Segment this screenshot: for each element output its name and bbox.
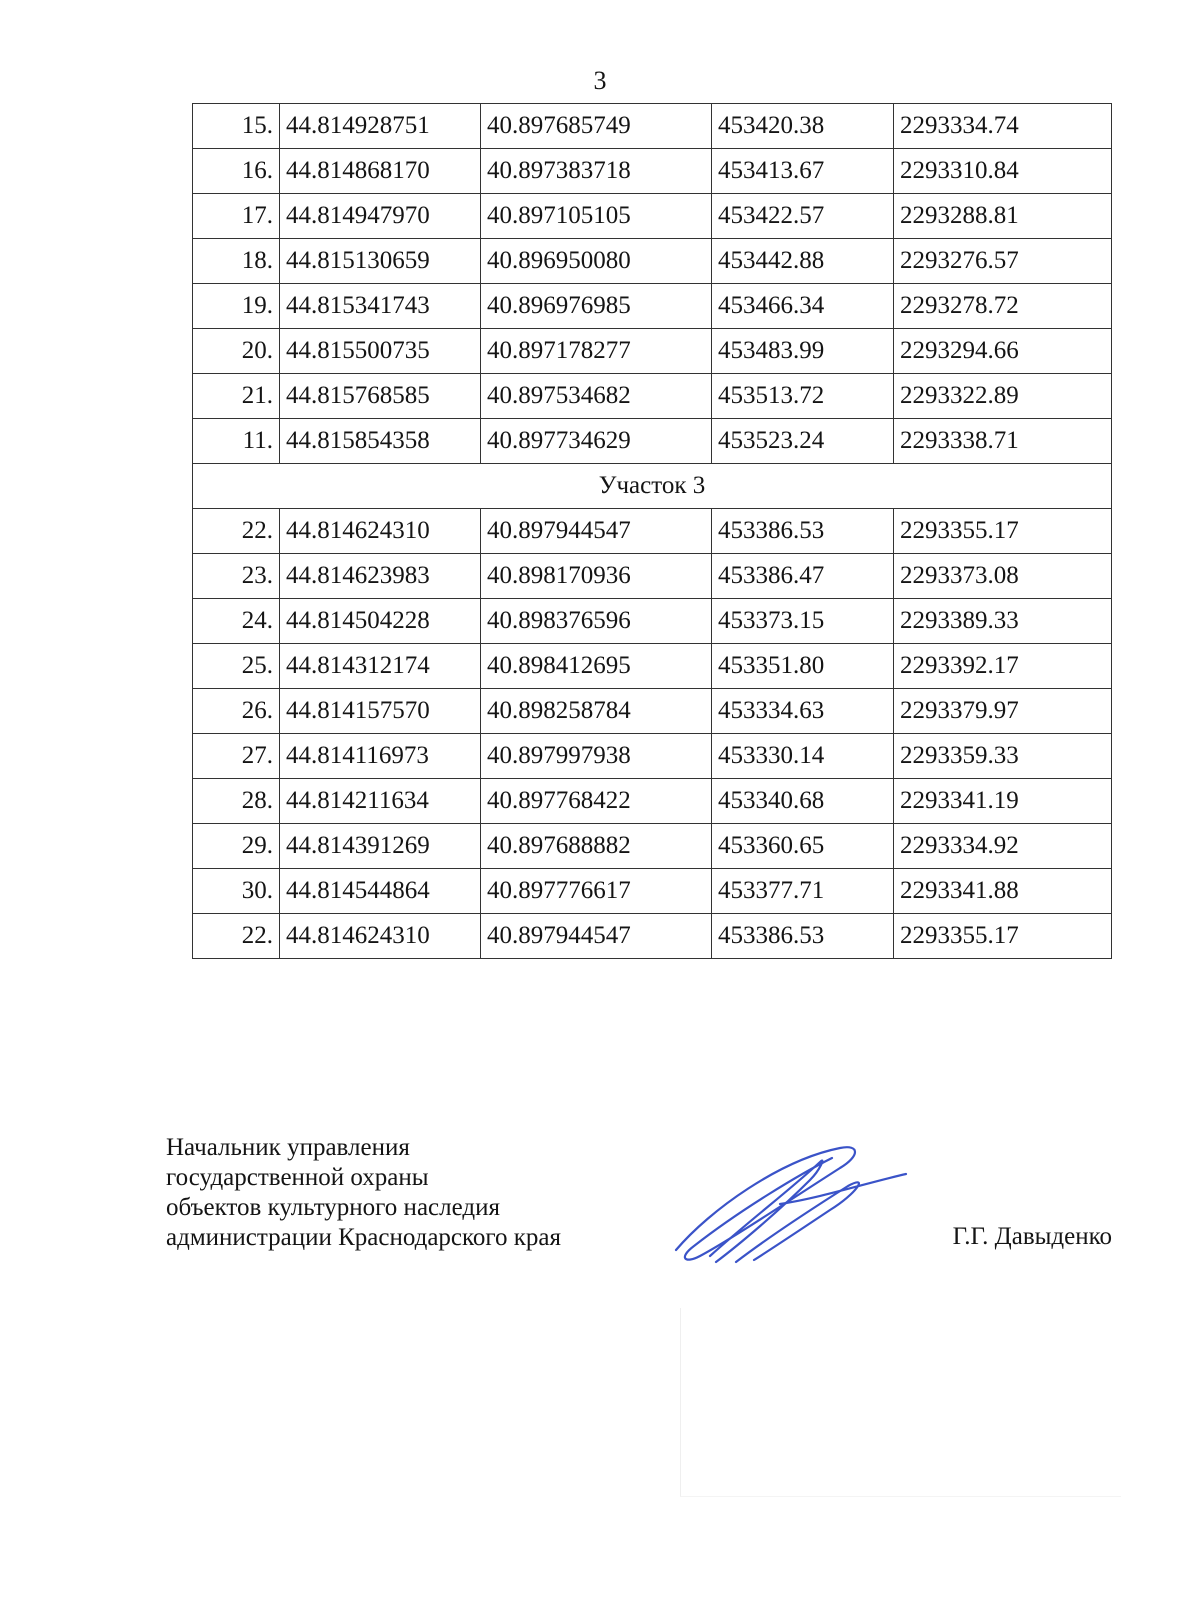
x-coordinate-cell: 453413.67 [712, 149, 894, 194]
y-coordinate-cell: 2293379.97 [894, 689, 1112, 734]
x-coordinate-cell: 453386.53 [712, 509, 894, 554]
table-row [193, 239, 1112, 284]
x-coordinate-cell: 453373.15 [712, 599, 894, 644]
table-row [193, 599, 1112, 644]
latitude-cell: 44.814928751 [280, 104, 481, 149]
x-coordinate-cell: 453442.88 [712, 239, 894, 284]
x-coordinate-cell: 453386.47 [712, 554, 894, 599]
table-row [193, 554, 1112, 599]
x-coordinate-cell: 453466.34 [712, 284, 894, 329]
page-number: 3 [593, 66, 607, 95]
position-line: объектов культурного наследия [166, 1194, 500, 1221]
latitude-cell: 44.814504228 [280, 599, 481, 644]
point-number: 21. [193, 374, 280, 419]
point-number: 22. [193, 509, 280, 554]
signatory-name: Г.Г. Давыденко [952, 1223, 1112, 1250]
point-number: 27. [193, 734, 280, 779]
x-coordinate-cell: 453330.14 [712, 734, 894, 779]
point-number: 11. [193, 419, 280, 464]
x-coordinate-cell: 453422.57 [712, 194, 894, 239]
point-number: 23. [193, 554, 280, 599]
faded-stamp [680, 1308, 1121, 1497]
point-number: 25. [193, 644, 280, 689]
x-coordinate-cell: 453340.68 [712, 779, 894, 824]
y-coordinate-cell: 2293334.92 [894, 824, 1112, 869]
point-number: 15. [193, 104, 280, 149]
y-coordinate-cell: 2293276.57 [894, 239, 1112, 284]
y-coordinate-cell: 2293355.17 [894, 509, 1112, 554]
table-row [193, 869, 1112, 914]
table-row [193, 824, 1112, 869]
y-coordinate-cell: 2293334.74 [894, 104, 1112, 149]
y-coordinate-cell: 2293392.17 [894, 644, 1112, 689]
point-number: 18. [193, 239, 280, 284]
latitude-cell: 44.814211634 [280, 779, 481, 824]
y-coordinate-cell: 2293338.71 [894, 419, 1112, 464]
x-coordinate-cell: 453377.71 [712, 869, 894, 914]
longitude-cell: 40.897734629 [481, 419, 712, 464]
latitude-cell: 44.815768585 [280, 374, 481, 419]
x-coordinate-cell: 453360.65 [712, 824, 894, 869]
x-coordinate-cell: 453483.99 [712, 329, 894, 374]
position-line: администрации Краснодарского края [166, 1224, 562, 1251]
latitude-cell: 44.815854358 [280, 419, 481, 464]
x-coordinate-cell: 453513.72 [712, 374, 894, 419]
y-coordinate-cell: 2293341.88 [894, 869, 1112, 914]
x-coordinate-cell: 453334.63 [712, 689, 894, 734]
longitude-cell: 40.897944547 [481, 914, 712, 959]
table-row [193, 194, 1112, 239]
point-number: 24. [193, 599, 280, 644]
table-row [193, 689, 1112, 734]
latitude-cell: 44.814116973 [280, 734, 481, 779]
section-title: Участок 3 [193, 464, 1112, 509]
latitude-cell: 44.814391269 [280, 824, 481, 869]
x-coordinate-cell: 453351.80 [712, 644, 894, 689]
position-line: Начальник управления [166, 1134, 410, 1161]
longitude-cell: 40.897944547 [481, 509, 712, 554]
table-row [193, 329, 1112, 374]
longitude-cell: 40.897768422 [481, 779, 712, 824]
point-number: 30. [193, 869, 280, 914]
y-coordinate-cell: 2293294.66 [894, 329, 1112, 374]
y-coordinate-cell: 2293373.08 [894, 554, 1112, 599]
latitude-cell: 44.814157570 [280, 689, 481, 734]
latitude-cell: 44.814623983 [280, 554, 481, 599]
latitude-cell: 44.815500735 [280, 329, 481, 374]
table-row [193, 104, 1112, 149]
table-row [193, 149, 1112, 194]
y-coordinate-cell: 2293359.33 [894, 734, 1112, 779]
longitude-cell: 40.897776617 [481, 869, 712, 914]
latitude-cell: 44.814947970 [280, 194, 481, 239]
longitude-cell: 40.897685749 [481, 104, 712, 149]
section-header-row [193, 464, 1112, 509]
table-row [193, 509, 1112, 554]
table-row [193, 419, 1112, 464]
x-coordinate-cell: 453386.53 [712, 914, 894, 959]
table-row [193, 914, 1112, 959]
latitude-cell: 44.814624310 [280, 509, 481, 554]
y-coordinate-cell: 2293310.84 [894, 149, 1112, 194]
longitude-cell: 40.897178277 [481, 329, 712, 374]
longitude-cell: 40.898376596 [481, 599, 712, 644]
x-coordinate-cell: 453523.24 [712, 419, 894, 464]
table-row [193, 779, 1112, 824]
y-coordinate-cell: 2293322.89 [894, 374, 1112, 419]
y-coordinate-cell: 2293278.72 [894, 284, 1112, 329]
y-coordinate-cell: 2293341.19 [894, 779, 1112, 824]
longitude-cell: 40.898258784 [481, 689, 712, 734]
longitude-cell: 40.898170936 [481, 554, 712, 599]
latitude-cell: 44.815341743 [280, 284, 481, 329]
position-line: государственной охраны [166, 1164, 429, 1191]
point-number: 22. [193, 914, 280, 959]
point-number: 20. [193, 329, 280, 374]
longitude-cell: 40.897997938 [481, 734, 712, 779]
coordinates-table-body [193, 104, 1112, 959]
signatory-position [166, 1133, 561, 1253]
table-row [193, 284, 1112, 329]
latitude-cell: 44.814312174 [280, 644, 481, 689]
longitude-cell: 40.897383718 [481, 149, 712, 194]
latitude-cell: 44.814544864 [280, 869, 481, 914]
point-number: 19. [193, 284, 280, 329]
latitude-cell: 44.815130659 [280, 239, 481, 284]
y-coordinate-cell: 2293389.33 [894, 599, 1112, 644]
point-number: 28. [193, 779, 280, 824]
y-coordinate-cell: 2293288.81 [894, 194, 1112, 239]
y-coordinate-cell: 2293355.17 [894, 914, 1112, 959]
table-row [193, 644, 1112, 689]
longitude-cell: 40.897534682 [481, 374, 712, 419]
longitude-cell: 40.898412695 [481, 644, 712, 689]
point-number: 17. [193, 194, 280, 239]
longitude-cell: 40.897105105 [481, 194, 712, 239]
handwritten-signature [670, 1140, 930, 1270]
coordinates-table [192, 103, 1112, 959]
point-number: 16. [193, 149, 280, 194]
latitude-cell: 44.814624310 [280, 914, 481, 959]
x-coordinate-cell: 453420.38 [712, 104, 894, 149]
point-number: 29. [193, 824, 280, 869]
point-number: 26. [193, 689, 280, 734]
longitude-cell: 40.897688882 [481, 824, 712, 869]
table-row [193, 734, 1112, 779]
longitude-cell: 40.896950080 [481, 239, 712, 284]
table-row [193, 374, 1112, 419]
latitude-cell: 44.814868170 [280, 149, 481, 194]
longitude-cell: 40.896976985 [481, 284, 712, 329]
